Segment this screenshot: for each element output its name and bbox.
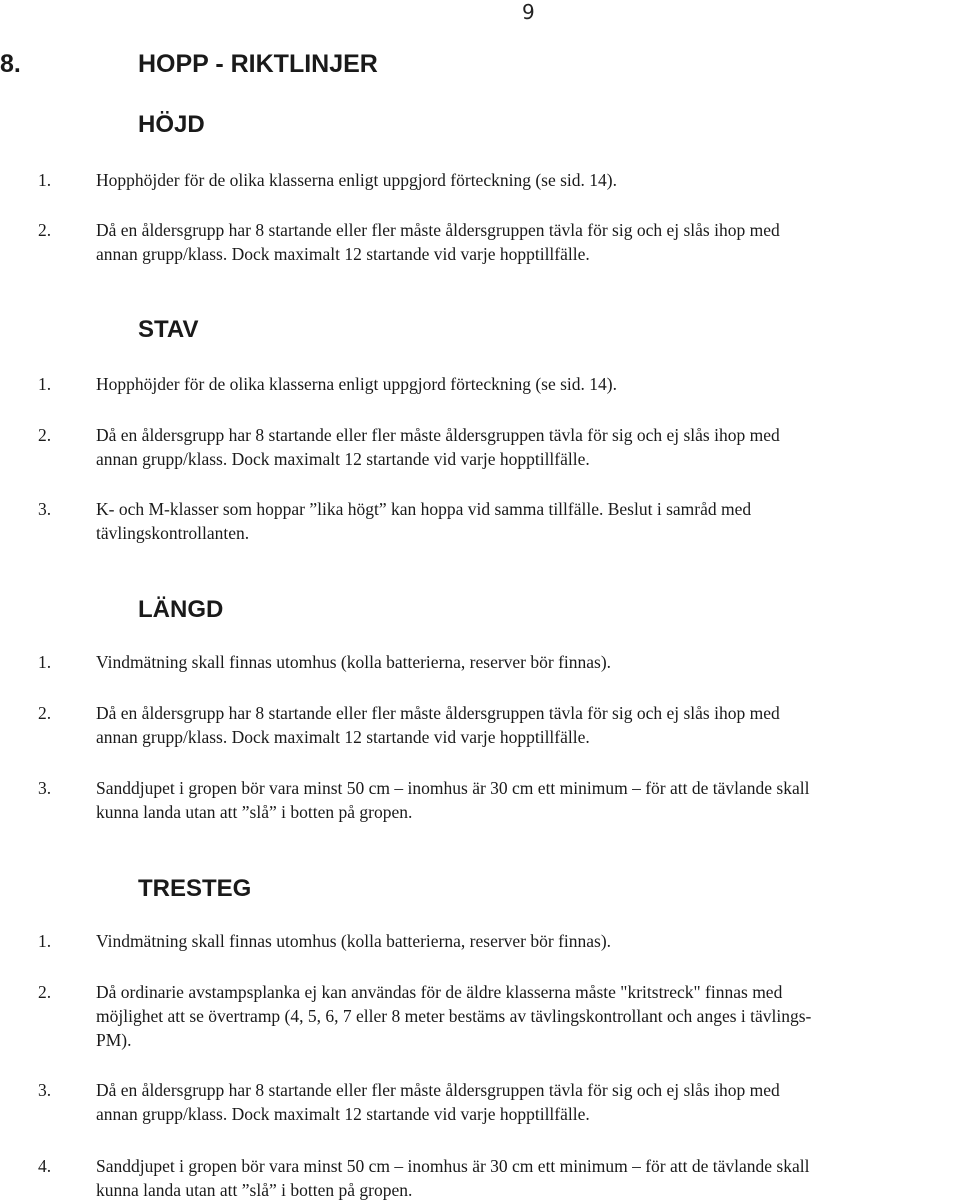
chapter-number: 8.: [0, 50, 21, 78]
item-text-line: PM).: [96, 1030, 132, 1050]
item-text-line: Då en åldersgrupp har 8 startande eller fler måste åldersgruppen tävla för sig och ej slås ihop med: [96, 703, 780, 723]
list-item: [38, 372, 960, 396]
item-number: 2.: [38, 982, 52, 1002]
item-number: 3.: [38, 1080, 52, 1100]
item-text-line: Då ordinarie avstampsplanka ej kan användas för de äldre klasserna måste "kritstreck" finnas med: [96, 982, 783, 1002]
item-text-line: Vindmätning skall finnas utomhus (kolla batterierna, reserver bör finnas).: [96, 931, 612, 951]
list-item: [38, 423, 960, 471]
item-text-line: kunna landa utan att ”slå” i botten på gropen.: [96, 802, 413, 822]
item-text-line: annan grupp/klass. Dock maximalt 12 startande vid varje hopptillfälle.: [96, 244, 590, 264]
list-item: [38, 650, 960, 674]
list-item: [38, 776, 960, 824]
page-number: 9: [522, 0, 535, 24]
item-text-line: Hopphöjder för de olika klasserna enligt uppgjord förteckning (se sid. 14).: [96, 374, 617, 394]
item-number: 1.: [38, 374, 52, 394]
list-item: [38, 497, 960, 545]
item-text-line: Då en åldersgrupp har 8 startande eller fler måste åldersgruppen tävla för sig och ej slås ihop med: [96, 220, 780, 240]
item-number: 1.: [38, 931, 52, 951]
list-item: [38, 218, 960, 266]
item-text-line: annan grupp/klass. Dock maximalt 12 startande vid varje hopptillfälle.: [96, 727, 590, 747]
list-item: [38, 1154, 960, 1202]
item-text-line: Då en åldersgrupp har 8 startande eller fler måste åldersgruppen tävla för sig och ej slås ihop med: [96, 425, 780, 445]
item-text-line: kunna landa utan att ”slå” i botten på gropen.: [96, 1180, 413, 1200]
item-number: 3.: [38, 778, 52, 798]
item-text-line: möjlighet att se övertramp (4, 5, 6, 7 eller 8 meter bestäms av tävlingskontrollant och anges i tävlings-: [96, 1006, 812, 1026]
section-heading-stav: STAV: [138, 316, 199, 343]
section-heading-tresteg: TRESTEG: [138, 875, 252, 902]
item-number: 2.: [38, 703, 52, 723]
item-text-line: Sanddjupet i gropen bör vara minst 50 cm – inomhus är 30 cm ett minimum – för att de tävlande skall: [96, 1156, 810, 1176]
section-heading-hojd: HÖJD: [138, 111, 205, 138]
item-text-line: annan grupp/klass. Dock maximalt 12 startande vid varje hopptillfälle.: [96, 449, 590, 469]
list-item: [38, 1078, 960, 1126]
item-number: 4.: [38, 1156, 52, 1176]
item-text-line: annan grupp/klass. Dock maximalt 12 startande vid varje hopptillfälle.: [96, 1104, 590, 1124]
list-item: [38, 701, 960, 749]
item-number: 1.: [38, 652, 52, 672]
item-text-line: tävlingskontrollanten.: [96, 523, 250, 543]
item-number: 1.: [38, 170, 52, 190]
item-text-line: Sanddjupet i gropen bör vara minst 50 cm – inomhus är 30 cm ett minimum – för att de tävlande skall: [96, 778, 810, 798]
item-text-line: K- och M-klasser som hoppar ”lika högt” kan hoppa vid samma tillfälle. Beslut i samråd med: [96, 499, 752, 519]
list-item: [38, 980, 960, 1052]
item-text-line: Då en åldersgrupp har 8 startande eller fler måste åldersgruppen tävla för sig och ej slås ihop med: [96, 1080, 780, 1100]
list-item: [38, 168, 960, 192]
list-item: [38, 929, 960, 953]
item-number: 3.: [38, 499, 52, 519]
item-text-line: Hopphöjder för de olika klasserna enligt uppgjord förteckning (se sid. 14).: [96, 170, 617, 190]
item-text-line: Vindmätning skall finnas utomhus (kolla batterierna, reserver bör finnas).: [96, 652, 612, 672]
section-heading-langd: LÄNGD: [138, 596, 224, 623]
item-number: 2.: [38, 425, 52, 445]
item-number: 2.: [38, 220, 52, 240]
chapter-title: HOPP - RIKTLINJER: [138, 50, 378, 78]
